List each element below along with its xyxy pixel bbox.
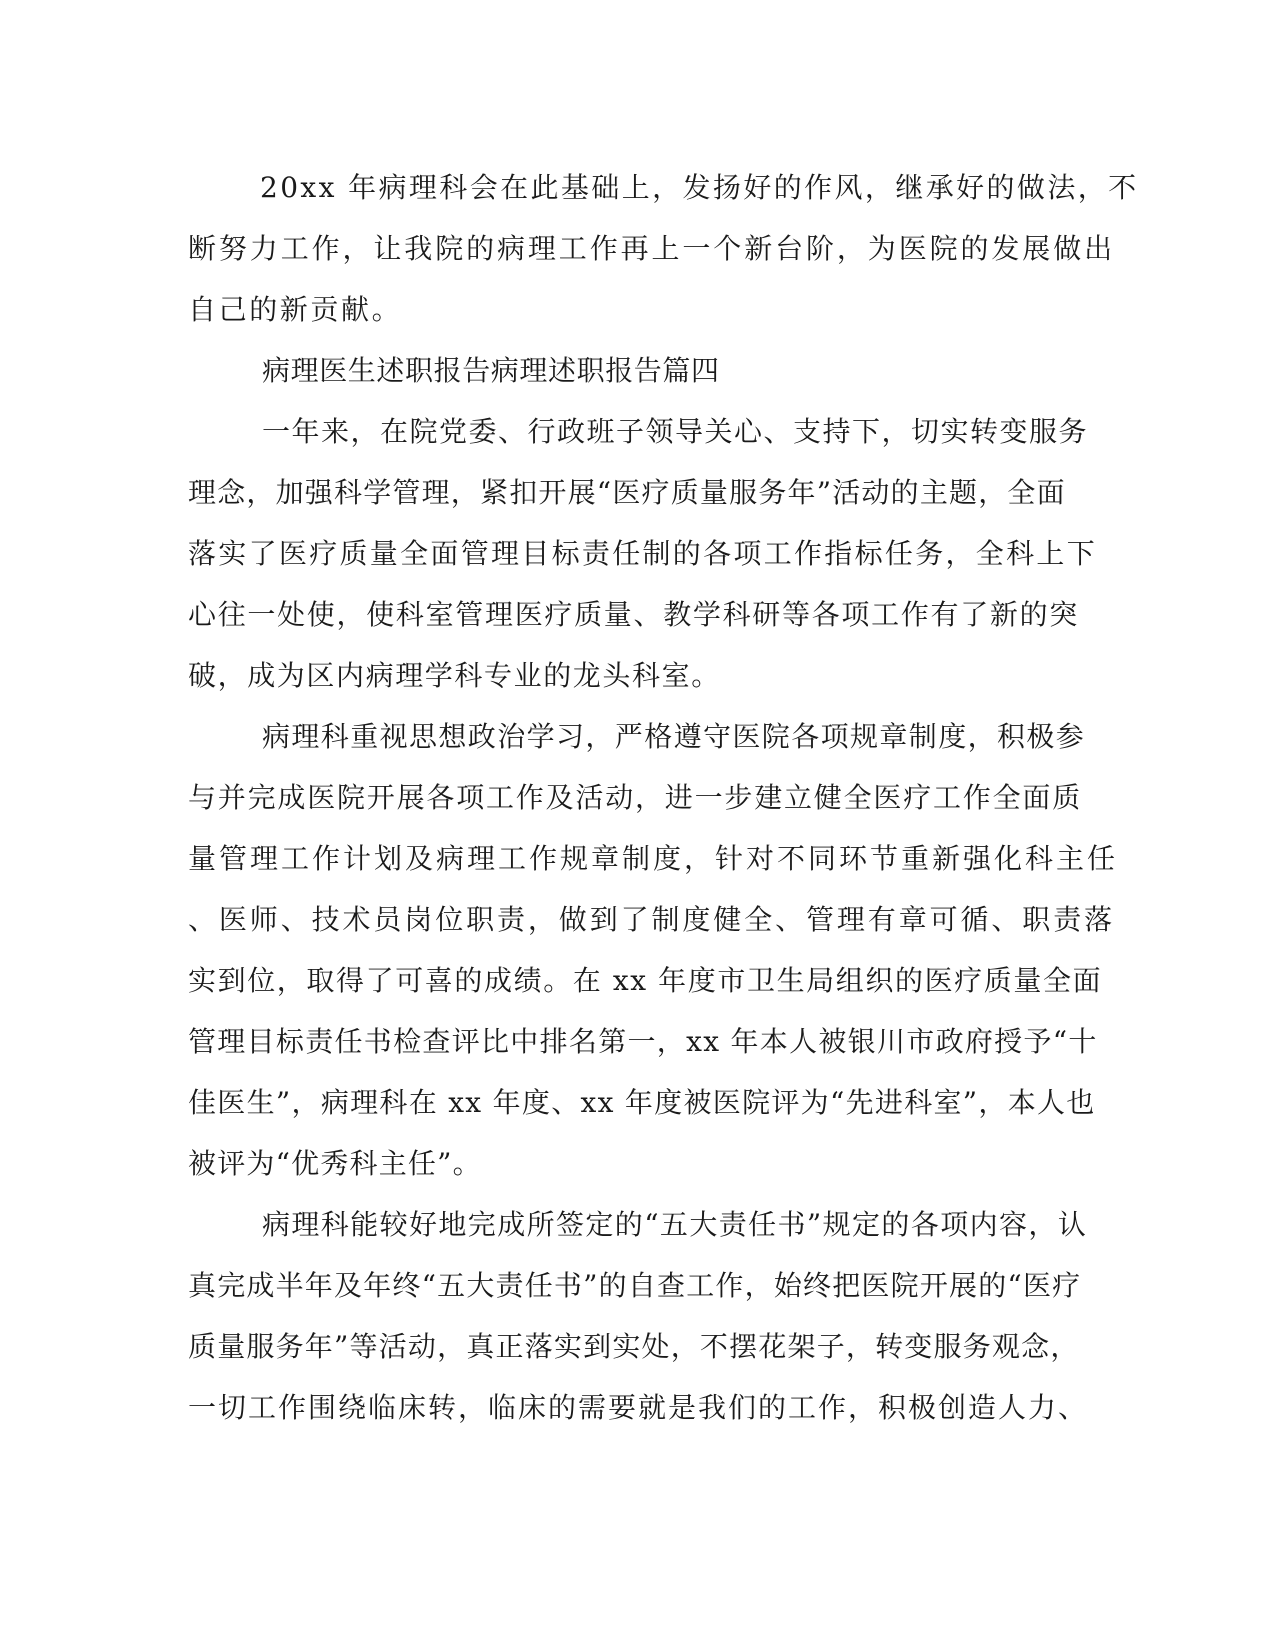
paragraph-line: 真完成半年及年终“五大责任书”的自查工作，始终把医院开展的“医疗 bbox=[188, 1269, 1082, 1302]
paragraph-line: 破，成为区内病理学科专业的龙头科室。 bbox=[188, 659, 721, 692]
paragraph-line: 理念，加强科学管理，紧扣开展“医疗质量服务年”活动的主题，全面 bbox=[188, 476, 1066, 509]
paragraph-line: 、医师、技术员岗位职责，做到了制度健全、管理有章可循、职责落 bbox=[188, 903, 1116, 936]
paragraph-line: 质量服务年”等活动，真正落实到实处，不摆花架子，转变服务观念， bbox=[188, 1330, 1080, 1363]
paragraph-line: 20xx 年病理科会在此基础上，发扬好的作风，继承好的做法，不 bbox=[260, 171, 1139, 204]
paragraph-line: 一切工作围绕临床转，临床的需要就是我们的工作，积极创造人力、 bbox=[188, 1391, 1089, 1424]
paragraph-line: 佳医生”，病理科在 xx 年度、xx 年度被医院评为“先进科室”，本人也 bbox=[188, 1086, 1096, 1119]
paragraph-line: 一年来，在院党委、行政班子领导关心、支持下，切实转变服务 bbox=[262, 415, 1089, 448]
paragraph-line: 心往一处使，使科室管理医疗质量、教学科研等各项工作有了新的突 bbox=[188, 598, 1080, 631]
paragraph-line: 断努力工作，让我院的病理工作再上一个新台阶，为医院的发展做出 bbox=[188, 232, 1116, 265]
paragraph-line: 自己的新贡献。 bbox=[188, 293, 403, 326]
section-heading: 病理医生述职报告病理述职报告篇四 bbox=[262, 354, 720, 387]
paragraph-line: 量管理工作计划及病理工作规章制度，针对不同环节重新强化科主任 bbox=[188, 842, 1119, 875]
paragraph-line: 实到位，取得了可喜的成绩。在 xx 年度市卫生局组织的医疗质量全面 bbox=[188, 964, 1103, 997]
paragraph-line: 与并完成医院开展各项工作及活动，进一步建立健全医疗工作全面质 bbox=[188, 781, 1083, 814]
paragraph-line: 病理科能较好地完成所签定的“五大责任书”规定的各项内容，认 bbox=[262, 1208, 1088, 1241]
paragraph-line: 管理目标责任书检查评比中排名第一，xx 年本人被银川市政府授予“十 bbox=[188, 1025, 1098, 1058]
paragraph-line: 被评为“优秀科主任”。 bbox=[188, 1147, 482, 1180]
paragraph-line: 病理科重视思想政治学习，严格遵守医院各项规章制度，积极参 bbox=[262, 720, 1086, 753]
paragraph-line: 落实了医疗质量全面管理目标责任制的各项工作指标任务，全科上下 bbox=[188, 537, 1098, 570]
